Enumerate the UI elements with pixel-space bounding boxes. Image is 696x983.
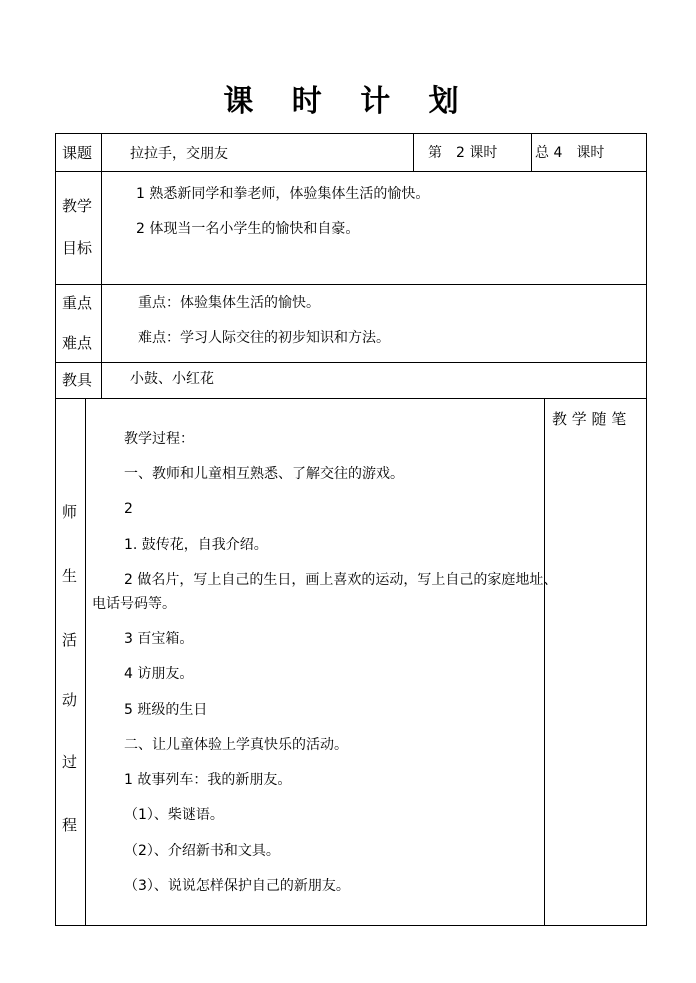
lesson-total-divider [531,133,532,171]
process-line: 3 百宝箱。 [124,631,194,647]
subject-value: 拉拉手，交朋友 [130,146,228,162]
objectives-label-1: 教学 [62,197,93,215]
process-side-char: 过 [62,753,78,771]
process-line: 一、教师和儿童相互熟悉、了解交往的游戏。 [124,466,404,482]
process-line: 5 班级的生日 [124,702,208,718]
process-label-divider [85,398,86,925]
key-point: 重点：体验集体生活的愉快。 [138,295,320,311]
table-border-left [55,133,56,926]
process-line: （2）、介绍新书和文具。 [124,843,280,859]
key-points-label-2: 难点 [62,334,93,352]
process-side-char: 活 [62,631,78,649]
process-line: 电话号码等。 [92,596,176,612]
row-divider-3 [55,362,647,363]
process-side-char: 程 [62,816,78,834]
lesson-no-divider [413,133,414,171]
key-points-label-1: 重点 [62,294,93,312]
difficult-point: 难点：学习人际交往的初步知识和方法。 [138,330,390,346]
objective-item-1: 1 熟悉新同学和拳老师，体验集体生活的愉快。 [136,186,430,202]
process-line: 2 做名片，写上自己的生日，画上喜欢的运动，写上自己的家庭地址、 [124,572,558,588]
tools-label: 教具 [62,371,93,389]
table-border-right [646,133,647,926]
label-column-divider [101,133,102,398]
row-divider-2 [55,284,647,285]
process-line: 教学过程： [124,431,194,447]
row-divider-4 [55,398,647,399]
table-border-bottom [55,925,647,926]
process-line: 1 故事列车：我的新朋友。 [124,772,292,788]
process-line: 1. 鼓传花，自我介绍。 [124,537,268,553]
table-border-top [55,133,647,134]
lesson-total: 总 4 课时 [535,145,605,161]
lesson-number: 第 2 课时 [428,145,498,161]
row-divider-1 [55,171,647,172]
process-side-char: 生 [62,567,78,585]
notes-column-divider [544,398,545,925]
process-line: （3）、说说怎样保护自己的新朋友。 [124,878,350,894]
process-line: （1）、柴谜语。 [124,807,224,823]
process-line: 2 [124,501,133,517]
process-line: 4 访朋友。 [124,666,194,682]
objective-item-2: 2 体现当一名小学生的愉快和自豪。 [136,221,360,237]
process-side-char: 师 [62,503,78,521]
process-side-char: 动 [62,691,78,709]
objectives-label-2: 目标 [62,239,93,257]
notes-label: 教 学 随 笔 [552,410,627,428]
process-line: 二、让儿童体验上学真快乐的活动。 [124,737,348,753]
page-title: 课 时 计 划 [223,84,473,119]
subject-label: 课题 [62,144,93,162]
tools-value: 小鼓、小红花 [130,371,214,387]
